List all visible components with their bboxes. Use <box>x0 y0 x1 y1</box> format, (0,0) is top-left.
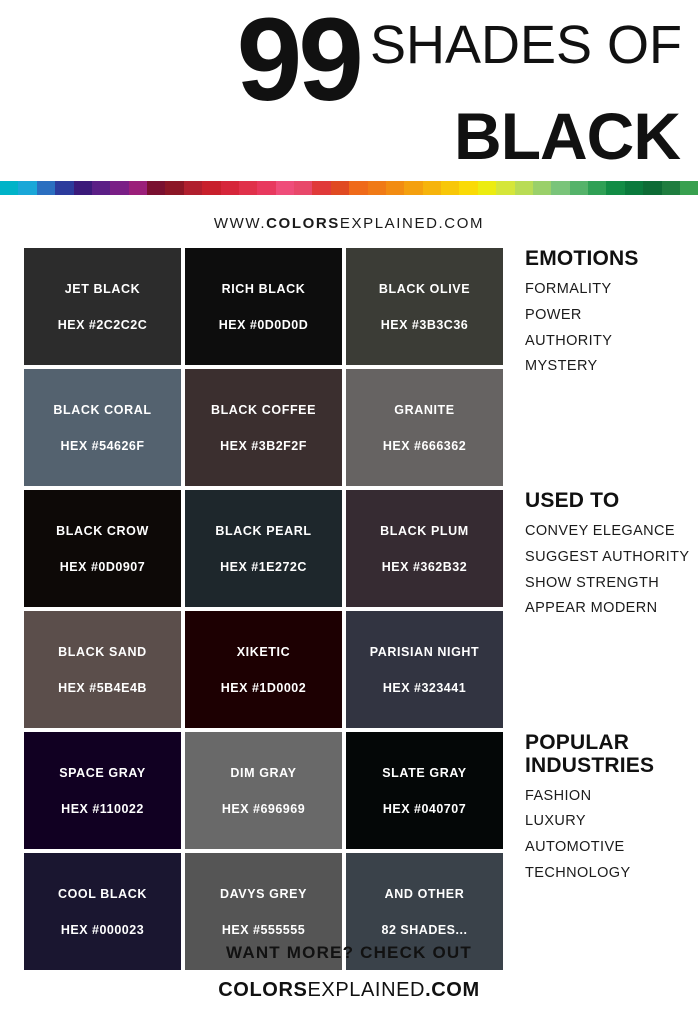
swatch-name: BLACK OLIVE <box>378 281 471 296</box>
strip-segment <box>129 181 147 195</box>
strip-segment <box>478 181 496 195</box>
color-swatch <box>24 369 181 486</box>
color-swatch <box>346 732 503 849</box>
swatch-hex: HEX #555555 <box>221 922 306 937</box>
strip-segment <box>643 181 661 195</box>
color-swatch <box>185 490 342 607</box>
strip-segment <box>515 181 533 195</box>
color-swatch <box>346 369 503 486</box>
swatch-hex: HEX #1E272C <box>220 559 307 574</box>
strip-segment <box>294 181 312 195</box>
poster-header <box>0 0 698 173</box>
swatch-hex: HEX #0D0907 <box>59 559 146 574</box>
swatch-hex: HEX #040707 <box>382 801 467 816</box>
color-swatch <box>346 611 503 728</box>
info-block-heading: POPULAR INDUSTRIES <box>525 731 655 777</box>
swatch-hex: HEX #696969 <box>221 801 306 816</box>
strip-segment <box>239 181 257 195</box>
info-block-item: MYSTERY <box>525 358 598 375</box>
strip-segment <box>551 181 569 195</box>
footer-cta: WANT MORE? CHECK OUT <box>226 943 472 962</box>
color-swatch <box>24 611 181 728</box>
shade-count: 99 <box>236 0 360 126</box>
strip-segment <box>184 181 202 195</box>
swatch-name: BLACK CROW <box>56 523 149 538</box>
strip-segment <box>147 181 165 195</box>
swatch-hex: HEX #362B32 <box>381 559 468 574</box>
swatch-name: BLACK SAND <box>58 644 147 659</box>
subject-title: BLACK <box>454 98 680 173</box>
strip-segment <box>276 181 294 195</box>
info-block-heading: USED TO <box>525 489 620 513</box>
info-block-item: AUTOMOTIVE <box>525 839 625 856</box>
strip-segment <box>18 181 36 195</box>
swatch-name: PARISIAN NIGHT <box>369 644 480 659</box>
strip-segment <box>221 181 239 195</box>
info-block-item: AUTHORITY <box>525 332 613 349</box>
website-brand-bold: COLORS <box>266 215 340 233</box>
strip-segment <box>662 181 680 195</box>
swatch-name: XIKETIC <box>236 644 291 659</box>
strip-segment <box>533 181 551 195</box>
info-column <box>507 248 697 970</box>
shades-of-text: SHADES OF <box>369 15 682 75</box>
color-swatch <box>24 732 181 849</box>
strip-segment <box>588 181 606 195</box>
swatch-hex: HEX #0D0D0D <box>218 317 309 332</box>
info-block-item: POWER <box>525 306 582 323</box>
info-block-item: TECHNOLOGY <box>525 864 631 881</box>
swatch-hex: HEX #323441 <box>382 680 467 695</box>
strip-segment <box>202 181 220 195</box>
info-block-item: LUXURY <box>525 813 586 830</box>
strip-segment <box>625 181 643 195</box>
swatch-hex: HEX #000023 <box>60 922 145 937</box>
info-block-item: SHOW STRENGTH <box>525 574 660 591</box>
swatch-name: AND OTHER <box>384 886 465 901</box>
strip-segment <box>368 181 386 195</box>
swatch-name: JET BLACK <box>64 281 141 296</box>
strip-segment <box>312 181 330 195</box>
strip-segment <box>92 181 110 195</box>
strip-segment <box>0 181 18 195</box>
strip-segment <box>404 181 422 195</box>
info-block-item: CONVEY ELEGANCE <box>525 522 675 539</box>
title-block <box>236 0 682 173</box>
swatch-hex: HEX #3B2F2F <box>220 438 307 453</box>
strip-segment <box>257 181 275 195</box>
color-swatch <box>346 248 503 365</box>
strip-segment <box>459 181 477 195</box>
color-swatch <box>185 248 342 365</box>
color-swatch <box>185 732 342 849</box>
swatch-name: GRANITE <box>394 402 455 417</box>
swatch-hex: HEX #3B3C36 <box>380 317 469 332</box>
poster-body <box>0 248 698 970</box>
poster-footer <box>0 943 698 1002</box>
rainbow-strip <box>0 181 698 195</box>
swatch-name: COOL BLACK <box>57 886 148 901</box>
strip-segment <box>74 181 92 195</box>
website-brand-rest: EXPLAINED.COM <box>339 215 485 233</box>
strip-segment <box>570 181 588 195</box>
swatch-name: BLACK CORAL <box>53 402 152 417</box>
color-swatch <box>346 490 503 607</box>
strip-segment <box>386 181 404 195</box>
swatch-hex: HEX #2C2C2C <box>57 317 148 332</box>
swatch-hex: HEX #1D0002 <box>220 680 307 695</box>
swatch-grid <box>24 248 507 970</box>
info-block-item: FASHION <box>525 787 592 804</box>
swatch-name: DIM GRAY <box>230 765 297 780</box>
strip-segment <box>496 181 514 195</box>
info-block <box>525 490 689 622</box>
website-prefix: WWW. <box>213 215 267 233</box>
info-block-item: SUGGEST AUTHORITY <box>525 548 690 565</box>
info-block-item: FORMALITY <box>525 280 612 297</box>
strip-segment <box>606 181 624 195</box>
swatch-name: BLACK PEARL <box>215 523 312 538</box>
swatch-hex: HEX #110022 <box>61 801 144 816</box>
strip-segment <box>423 181 441 195</box>
swatch-hex: HEX #5B4E4B <box>58 680 147 695</box>
footer-brand-bold: COLORS <box>218 979 308 1001</box>
website-line <box>0 215 698 232</box>
swatch-hex: HEX #54626F <box>60 438 145 453</box>
swatch-name: BLACK COFFEE <box>210 402 317 417</box>
strip-segment <box>331 181 349 195</box>
strip-segment <box>349 181 367 195</box>
info-block-item: APPEAR MODERN <box>525 600 658 617</box>
strip-segment <box>165 181 183 195</box>
color-swatch <box>24 490 181 607</box>
footer-brand <box>0 979 698 1002</box>
strip-segment <box>110 181 128 195</box>
color-swatch <box>185 611 342 728</box>
footer-brand-tld: .COM <box>425 979 480 1001</box>
swatch-hex: 82 SHADES... <box>381 922 468 937</box>
swatch-name: BLACK PLUM <box>380 523 469 538</box>
swatch-name: SPACE GRAY <box>59 765 146 780</box>
color-swatch <box>185 369 342 486</box>
swatch-name: RICH BLACK <box>221 281 306 296</box>
color-swatch <box>24 248 181 365</box>
info-block-heading: EMOTIONS <box>525 247 639 271</box>
strip-segment <box>55 181 73 195</box>
swatch-name: DAVYS GREY <box>219 886 308 901</box>
strip-segment <box>441 181 459 195</box>
swatch-name: SLATE GRAY <box>382 765 467 780</box>
strip-segment <box>680 181 698 195</box>
info-block <box>525 248 639 380</box>
swatch-hex: HEX #666362 <box>382 438 467 453</box>
info-block <box>525 732 697 887</box>
strip-segment <box>37 181 55 195</box>
footer-brand-mid: EXPLAINED <box>307 979 426 1001</box>
